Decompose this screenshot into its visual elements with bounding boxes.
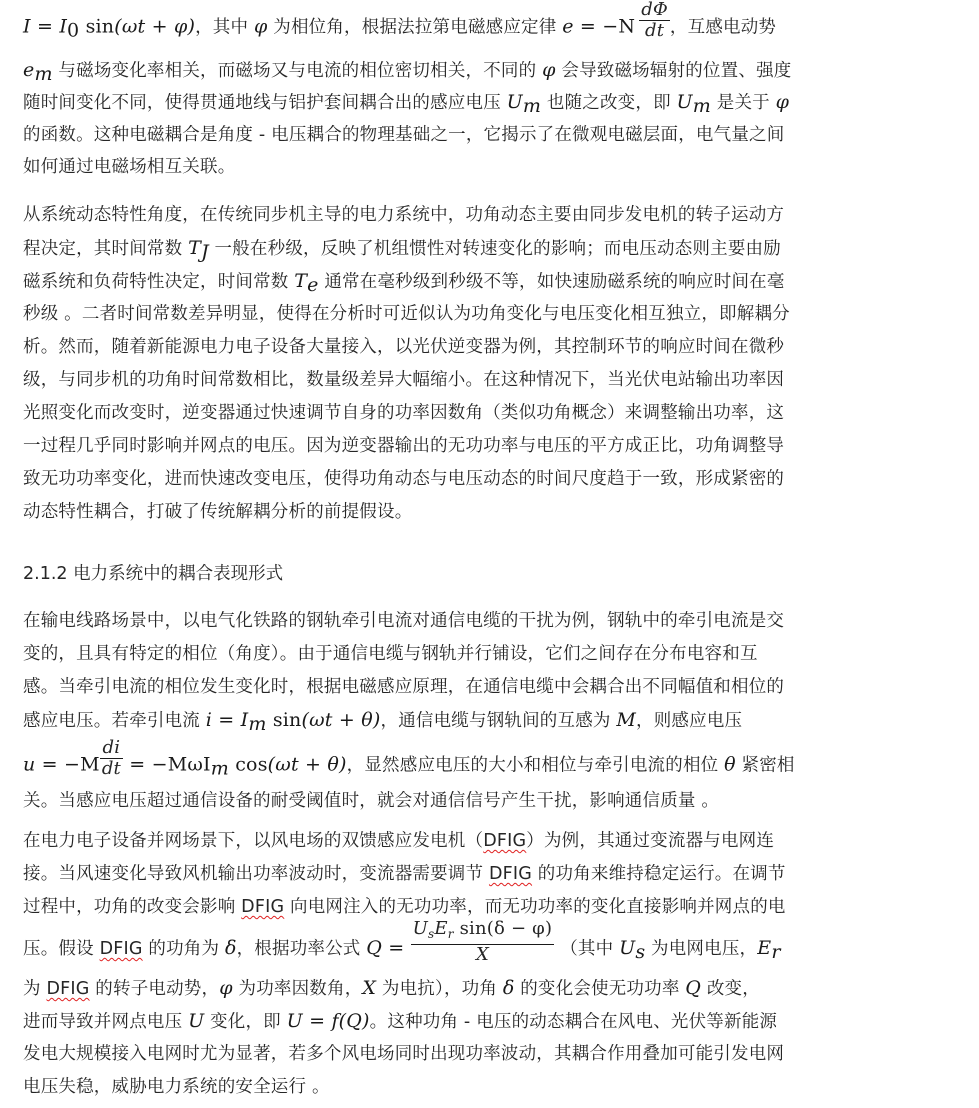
fraction-Q-formula: $\frac{U_sE_r \sin(\delta - \varphi)}{X}$	[412, 918, 553, 965]
p2-line-4: 秒级 。二者时间常数差异明显，使得在分析时可近似认为功角变化与电压变化相互独立，即解耦分	[23, 304, 790, 324]
p4-line-3: 过程中，功角的改变会影响 DFIG 向电网注入的无功功率，而无功功率的变化直接影响并网点的电	[23, 897, 786, 917]
p2-line-1: 从系统动态特性角度，在传统同步机主导的电力系统中，功角动态主要由同步发电机的转子运动方	[23, 205, 785, 225]
p4-line-5: 为 DFIG 的转子电动势，φ 为功率因数角，X 为电抗），功角 δ 的变化会使无功功率 Q 改变，	[23, 977, 760, 999]
p3-line-2: 变的，且具有特定的相位（角度）。由于通信电缆与钢轨并行铺设，它们之间存在分布电容和互	[23, 644, 758, 664]
p2-line-6: 级，与同步机的功角时间常数相比，数量级差异大幅缩小。在这种情况下，当光伏电站输出功率因	[23, 370, 785, 390]
p2-line-8: 一过程几乎同时影响并网点的电压。因为逆变器输出的无功功率与电压的平方成正比，功角调整导	[23, 436, 785, 456]
p4-line-7: 发电大规模接入电网时尤为显著，若多个风电场同时出现功率波动，其耦合作用叠加可能引发电网	[23, 1044, 785, 1064]
p2-line-3: 磁系统和负荷特性决定，时间常数 $T_e$ 通常在毫秒级到秒级不等，如快速励磁系统的响应时间在毫	[23, 270, 785, 296]
spellcheck-dfig[interactable]: DFIG	[99, 939, 143, 959]
p4-line-4: 压。假设 DFIG 的功角为 δ，根据功率公式 Q = $\frac{U_sE_r \sin(\delta - \varphi)}{X}$ （其中 $U_s$ 为电网电压，$E_r$	[23, 918, 781, 965]
fraction-di-dt: $\frac{di}{dt}$	[101, 737, 121, 779]
p3-line-3: 感。当牵引电流的相位发生变化时，根据电磁感应原理，在通信电缆中会耦合出不同幅值和相位的	[23, 677, 785, 697]
fraction-dPhi-dt: $\frac{d\Phi}{dt}$	[641, 0, 668, 41]
p3-line-1: 在输电线路场景中，以电气化铁路的钢轨牵引电流对通信电缆的干扰为例，钢轨中的牵引电流是交	[23, 611, 785, 631]
p1-line-2: $e_m$ 与磁场变化率相关，而磁场又与电流的相位密切相关，不同的 φ 会导致磁场辐射的位置、强度	[23, 59, 792, 85]
spellcheck-dfig[interactable]: DFIG	[483, 831, 527, 851]
spellcheck-dfig[interactable]: DFIG	[241, 897, 285, 917]
p3-line-6: 关。当感应电压超过通信设备的耐受阈值时，就会对通信信号产生干扰，影响通信质量 。	[23, 791, 720, 811]
spellcheck-dfig[interactable]: DFIG	[46, 979, 90, 999]
p4-line-8: 电压失稳，威胁电力系统的安全运行 。	[23, 1077, 330, 1097]
p1-line-3: 随时间变化不同，使得贯通地线与铝护套间耦合出的感应电压 $U_m$ 也随之改变，即 $U_m$ 是关于 φ	[23, 91, 790, 117]
math-I: I	[23, 15, 31, 38]
p2-line-2: 程决定，其时间常数 $T_J$ 一般在秒级，反映了机组惯性对转速变化的影响；而电压动态则主要由励	[23, 237, 781, 263]
p4-line-1: 在电力电子设备并网场景下，以风电场的双馈感应发电机（DFIG）为例，其通过变流器与电网连	[23, 831, 775, 851]
p4-line-6: 进而导致并网点电压 U 变化，即 U = f(Q)。这种功角 - 电压的动态耦合在风电、光伏等新能源	[23, 1010, 778, 1032]
p3-line-5: u = −M $\frac{di}{dt}$ = −MωI$_m$ cos(ωt + θ)，显然感应电压的大小和相位与牵引电流的相位 θ 紧密相	[23, 737, 795, 780]
p1-line-5: 如何通过电磁场相互关联。	[23, 157, 236, 177]
p2-line-9: 致无功功率变化，进而快速改变电压，使得功角动态与电压动态的时间尺度趋于一致，形成紧密的	[23, 469, 785, 489]
p2-line-10: 动态特性耦合，打破了传统解耦分析的前提假设。	[23, 502, 413, 522]
spellcheck-dfig[interactable]: DFIG	[488, 864, 533, 884]
section-heading: 2.1.2 电力系统中的耦合表现形式	[23, 564, 284, 584]
p3-line-4: 感应电压。若牵引电流 $i = I_m$ sin(ωt + θ)，通信电缆与钢轨间的互感为 M，则感应电压	[23, 709, 743, 735]
p2-line-5: 析。然而，随着新能源电力电子设备大量接入，以光伏逆变器为例，其控制环节的响应时间在微秒	[23, 337, 785, 357]
p4-line-2: 接。当风速变化导致风机输出功率波动时，变流器需要调节 DFIG 的功角来维持稳定运行。在调节	[23, 864, 786, 884]
p2-line-7: 光照变化而改变时，逆变器通过快速调节自身的功率因数角（类似功角概念）来调整输出功率，这	[23, 403, 785, 423]
p1-line-4: 的函数。这种电磁耦合是角度 - 电压耦合的物理基础之一，它揭示了在微观电磁层面，电气量之间	[23, 125, 785, 145]
p1-line-1: $I = I_0$ sin(ωt + φ)，其中 φ 为相位角，根据法拉第电磁感应定律 e = −N $\frac{d\Phi}{dt}$ ，互感电动势	[23, 0, 777, 42]
